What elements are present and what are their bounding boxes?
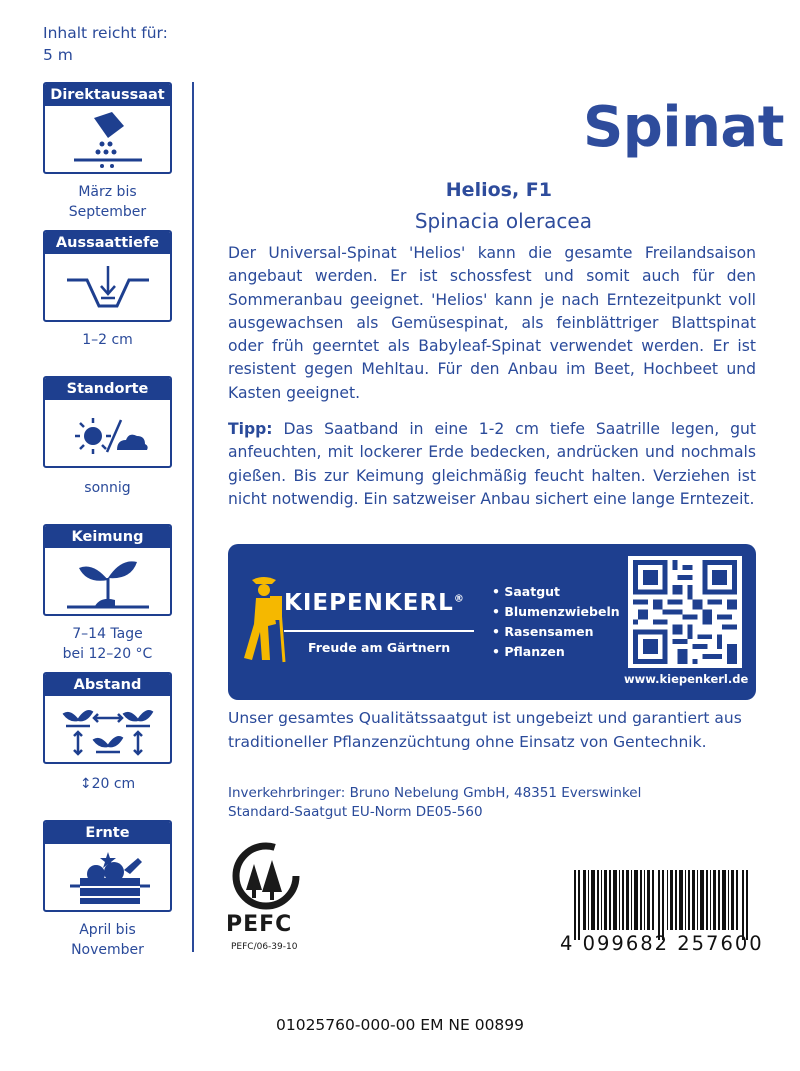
offer-item: • Saatgut [492, 584, 561, 599]
tip-text: Das Saatband in eine 1-2 cm tiefe Saatrille legen, gut anfeuchten, mit lockerer Erde bedecken, andrücken und nochmals gießen. Bis zur Keimung gleichmäßig feucht halten. Verziehen ist nicht notwendig. Ein satzweiser Anbau sichert eine lange Erntezeit. [228, 420, 756, 508]
tip-paragraph [228, 418, 756, 511]
location-icon-box [43, 376, 172, 468]
legal-info [228, 784, 641, 822]
website-link[interactable]: www.kiepenkerl.de [624, 672, 749, 686]
spacing-header: Abstand [45, 674, 170, 696]
harvest-crate-icon [58, 848, 158, 910]
pefc-code: PEFC/06-39-10 [231, 942, 298, 952]
distributor-line: Inverkehrbringer: Bruno Nebelung GmbH, 48351 Everswinkel [228, 785, 642, 801]
plant-spacing-icon [58, 700, 158, 762]
qr-code[interactable] [628, 556, 742, 668]
brand-banner [228, 544, 756, 700]
offer-item: • Rasensamen [492, 624, 594, 639]
brand-name [284, 590, 465, 616]
harvest-icon-box [43, 820, 172, 912]
seed-bag-icon [68, 110, 148, 170]
harvest-caption [43, 920, 172, 960]
offer-item: • Blumenzwiebeln [492, 604, 620, 619]
offer-item: • Pflanzen [492, 644, 565, 659]
product-offer-list [492, 582, 620, 662]
depth-header: Aussaattiefe [45, 232, 170, 254]
footer-code: 01025760-000-00 EM NE 00899 [275, 1016, 525, 1034]
reach-value: 5 m [43, 46, 73, 64]
germination-header: Keimung [45, 526, 170, 548]
harvest-caption-line2: November [71, 942, 144, 958]
germination-caption [43, 624, 172, 664]
spacing-value: 20 cm [91, 776, 136, 792]
depth-caption-line1: 1–2 cm [82, 332, 133, 348]
depth-icon-box [43, 230, 172, 322]
qr-code-icon [632, 560, 738, 664]
seed-standard-line: Standard-Saatgut EU-Norm DE05-560 [228, 804, 483, 820]
spacing-caption [43, 774, 172, 794]
sowing-caption-line2: September [68, 204, 147, 220]
quality-note: Unser gesamtes Qualitätssaatgut ist ungebeizt und garantiert aus traditioneller Pflanzenzüchtung ohne Einsatz von Gentechnik. [228, 709, 742, 751]
barcode-number: 4 099682 257600 [560, 932, 764, 955]
location-caption [43, 478, 172, 498]
spacing-icon-box [43, 672, 172, 764]
brand-wordmark: KIEPENKERL [284, 590, 454, 616]
product-variety: Helios, F1 [445, 179, 552, 201]
reach-info [43, 22, 168, 66]
brand-slogan: Freude am Gärtnern [308, 640, 451, 655]
sowing-caption-line1: März bis [78, 184, 137, 200]
pefc-logo-icon [222, 842, 312, 912]
location-caption-line1: sonnig [84, 480, 131, 496]
tip-label: Tipp: [228, 420, 273, 438]
brand-underline [284, 630, 474, 632]
column-divider [192, 82, 194, 952]
product-description: Der Universal-Spinat 'Helios' kann die gesamte Freilandsaison angebaut werden. Er ist schossfest und somit auch für den Sommeranbau geeignet. 'Helios' kann je nach Erntezeitpunkt voll ausgewachsen als Gemüsespinat, als feinblättriger Blattspinat oder früh geerntet als Babyleaf-Spinat verwendet werden. Er ist resistent gegen Mehltau. Für den Anbau im Beet, Hochbeet und Kasten geeignet. [228, 244, 756, 402]
spacing-caption-line1 [43, 774, 172, 794]
harvest-caption-line1: April bis [79, 922, 136, 938]
up-down-arrow-icon: ↕ [79, 776, 92, 792]
depth-caption [43, 330, 172, 350]
sowing-icon-box [43, 82, 172, 174]
reach-label: Inhalt reicht für: [43, 24, 168, 42]
sowing-caption [43, 182, 172, 222]
germination-caption-line2: bei 12–20 °C [62, 646, 153, 662]
product-latin-name: Spinacia oleracea [414, 209, 592, 233]
germination-icon-box [43, 524, 172, 616]
kiepenkerl-hiker-logo-icon [242, 574, 286, 664]
product-title: Spinat [582, 95, 784, 160]
location-header: Standorte [45, 378, 170, 400]
sun-cloud-icon [63, 404, 153, 464]
seedling-icon [63, 552, 153, 614]
harvest-header: Ernte [45, 822, 170, 844]
pefc-wordmark: PEFC [226, 912, 293, 937]
depth-furrow-icon [63, 258, 153, 318]
germination-caption-line1: 7–14 Tage [72, 626, 143, 642]
sowing-header: Direktaussaat [45, 84, 170, 106]
barcode-icon [574, 870, 752, 940]
registered-mark: ® [453, 593, 465, 605]
